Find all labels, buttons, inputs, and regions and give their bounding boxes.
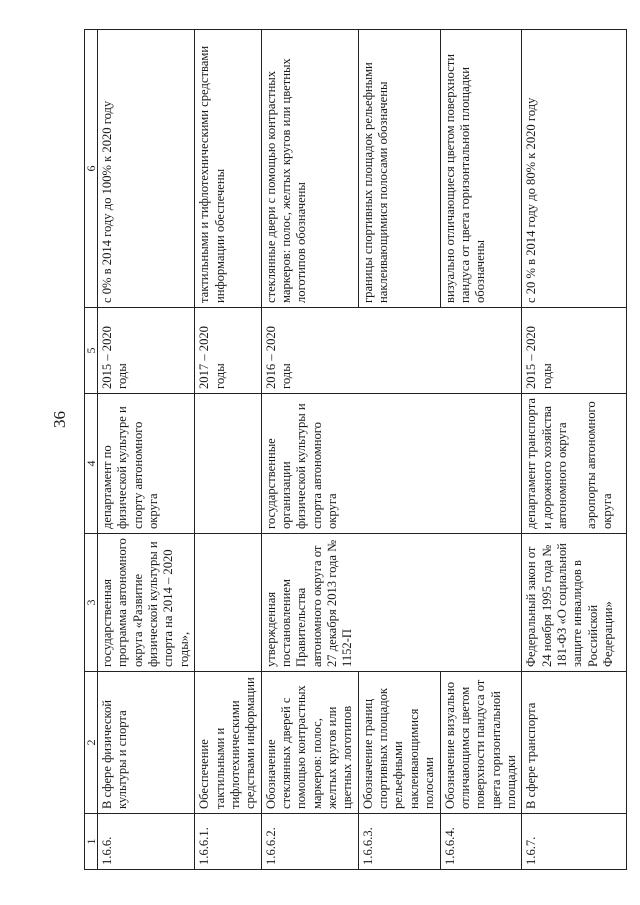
page-number: 36 (50, 411, 69, 428)
header-col-1: 1 (85, 814, 98, 870)
expected-result: стеклянные двери с помощью контрастных маркеров: полос, желтых кругов или цветных логотипов обозначены (261, 30, 358, 308)
executor-department: департамент транспорта и дорожного хозяйства автономного округа (524, 398, 570, 529)
rotated-table-sheet (84, 30, 616, 870)
expected-result: границы спортивных площадок рельефными наклеивающимися полосами обозначены (358, 30, 440, 308)
measure-name: Обеспечение тактильными и тифлотехническими средствами информации (195, 672, 261, 814)
period: 2016 – 2020 годы (261, 308, 522, 394)
executor: государственные организации физической культуры и спорта автономного округа (261, 394, 522, 534)
legal-basis: государственная программа автономного округа «Развитие физической культуры и спорта на 2014 – 2020 годы», (98, 534, 195, 672)
row-number: 1.6.7. (522, 814, 627, 870)
measure-name: Обозначение границ спортивных площадок рельефными наклеивающимися полосами (358, 672, 440, 814)
table-row (261, 30, 358, 870)
measure-name: Обозначение стеклянных дверей с помощью контрастных маркеров: полос, желтых кругов или цветных логотипов (261, 672, 358, 814)
measure-name: В сфере физической культуры и спорта (98, 672, 195, 814)
executor-airports: аэропорты автономного округа (584, 401, 614, 529)
expected-result: тактильными и тифлотехническими средствами информации обеспечены (195, 30, 261, 308)
table-row (98, 30, 195, 870)
legal-basis (195, 534, 261, 672)
expected-result: с 0% в 2014 году до 100% к 2020 году (98, 30, 195, 308)
row-number: 1.6.6. (98, 814, 195, 870)
expected-result: с 20 % в 2014 году до 80% к 2020 году (522, 30, 627, 308)
row-number: 1.6.6.1. (195, 814, 261, 870)
executor (195, 394, 261, 534)
executor: департамент по физической культуре и спорту автономного округа (98, 394, 195, 534)
period: 2015 – 2020 годы (522, 308, 627, 394)
period: 2015 – 2020 годы (98, 308, 195, 394)
expected-result: визуально отличающиеся цветом поверхности пандуса от цвета горизонтальной площадки обозначены (440, 30, 522, 308)
table-row (195, 30, 261, 870)
spacer (570, 398, 584, 529)
legal-basis: утвержденная постановлением Правительства автономного округа от 27 декабря 2013 года № 1152-П (261, 534, 522, 672)
executor (522, 394, 627, 534)
header-col-5: 5 (85, 308, 98, 394)
header-col-2: 2 (85, 672, 98, 814)
measure-name: Обозначение визуально отличающимся цветом поверхности пандуса от цвета горизонтальной площадки (440, 672, 522, 814)
header-col-4: 4 (85, 394, 98, 534)
row-number: 1.6.6.2. (261, 814, 358, 870)
header-col-6: 6 (85, 30, 98, 308)
measures-table (84, 29, 627, 870)
row-number: 1.6.6.3. (358, 814, 440, 870)
legal-basis: Федеральный закон от 24 ноября 1995 года № 181-ФЗ «О социальной защите инвалидов в Российской Федерации» (522, 534, 627, 672)
header-col-3: 3 (85, 534, 98, 672)
row-number: 1.6.6.4. (440, 814, 522, 870)
header-row (85, 30, 98, 870)
table-row (522, 30, 627, 870)
measure-name: В сфере транспорта (522, 672, 627, 814)
period: 2017 – 2020 годы (195, 308, 261, 394)
